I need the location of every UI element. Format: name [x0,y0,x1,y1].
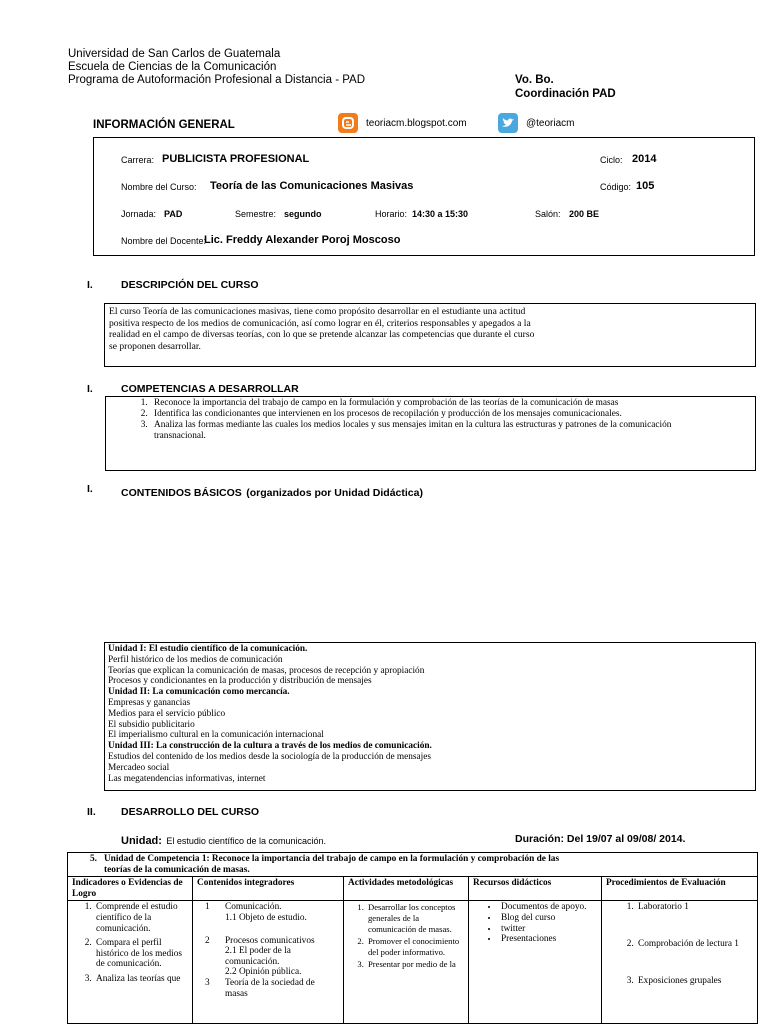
schedule-label: Horario: [375,209,408,219]
unit-2-title: Unidad II: La comunicación como mercancía. [108,687,290,698]
unit-item: Empresas y ganancias [108,697,191,708]
semester-value: segundo [284,209,322,219]
competencies-section-title: COMPETENCIAS A DESARROLLAR [121,383,299,395]
shift-label: Jornada: [121,209,157,219]
school-name: Escuela de Ciencias de la Comunicación [68,61,277,73]
activities-list [348,902,464,970]
competency-item: 3. Analiza las formas mediante las cuales los medios locales y sus mensajes imitan en la cultura las estructuras y patrones de la comunicación transnacional. [150,420,697,442]
competencies-list [106,398,697,442]
general-info-title: INFORMACIÓN GENERAL [93,119,235,131]
description-line: El curso Teoría de las comunicaciones masivas, tiene como propósito desarrollar en el estudiante una actitud [109,306,526,317]
development-unit [121,831,326,849]
development-duration: Duración: Del 19/07 al 09/08/ 2014. [515,833,686,845]
career-value: PUBLICISTA PROFESIONAL [162,153,310,165]
competency-line-1: Unidad de Competencia 1: Reconoce la importancia del trabajo de campo en la formulación y comprobación de las [103,854,560,864]
shift-value: PAD [164,209,183,219]
development-section-title: DESARROLLO DEL CURSO [121,806,260,818]
contents-title-text: CONTENIDOS BÁSICOS [121,487,242,499]
resource-item: • twitter [499,924,597,935]
career-label: Carrera: [121,155,155,165]
room-value: 200 BE [569,209,600,219]
header-contents: Contenidos integradores [193,877,344,901]
content-item: 1 Comunicación. [205,902,282,913]
semester-label: Semestre: [235,209,277,219]
twitter-icon [498,113,518,138]
evaluation-item: 2. Comprobación de lectura 1 [636,939,753,950]
resource-item: • Documentos de apoyo. [499,902,597,913]
competency-item: 2. Identifica las condicionantes que intervienen en los procesos de recopilación y producción de los mensajes comunicacionales. [150,409,697,420]
evaluation-list [606,902,753,986]
competency-number: 5. [90,854,97,864]
activity-item: 3. Presentar por medio de la [366,959,464,970]
room-label: Salón: [535,209,561,219]
cycle-label: Ciclo: [600,155,623,165]
indicator-item: 3. Analiza las teorías que [94,974,188,985]
resource-item: • Presentaciones [499,934,597,945]
activity-item: 1. Desarrollar los conceptos generales de la comunicación de masas. [366,902,464,934]
content-text: Procesos comunicativos [225,935,315,946]
code-value: 105 [636,180,655,192]
development-unit-name: El estudio científico de la comunicación. [166,836,326,846]
contents-subtitle: (organizados por Unidad Didáctica) [246,487,423,499]
unit-item: Las megatendencias informativas, internet [108,773,266,784]
competency-item: 1. Reconoce la importancia del trabajo de campo en la formulación y comprobación de las teorías de la comunicación de masas [150,398,697,409]
teacher-value: Lic. Freddy Alexander Poroj Moscoso [204,234,401,246]
schedule-value: 14:30 a 15:30 [412,209,469,219]
description-box [104,303,756,367]
content-subitem: 2.2 Opinión pública. [225,967,302,978]
university-name: Universidad de San Carlos de Guatemala [68,48,281,60]
vobo-label: Vo. Bo. [515,74,554,86]
competency-row [68,853,758,877]
unit-1-title: Unidad I: El estudio científico de la comunicación. [108,644,308,654]
coordination-label: Coordinación PAD [515,88,616,100]
contents-section-number: I. [87,483,93,495]
resources-list [473,902,597,944]
teacher-label: Nombre del Docente: [121,236,207,246]
unit-item: Mercadeo social [108,762,170,773]
activity-item: 2. Promover el conocimiento del poder informativo. [366,936,464,957]
resource-item: • Blog del curso [499,913,597,924]
content-text: Teoría de la sociedad de masas [225,977,315,999]
unit-item: El subsidio publicitario [108,719,195,730]
indicator-item: 2. Compara el perfil histórico de los medios de comunicación. [94,938,188,970]
blog-link[interactable]: teoriacm.blogspot.com [366,118,467,129]
evaluation-cell [602,901,758,1024]
resources-cell [469,901,602,1024]
competency-line-2: teorías de la comunicación de masas. [104,864,250,875]
competency-cell [68,853,758,877]
indicators-cell [68,901,193,1024]
content-subitem: 2.1 El poder de la comunicación. [225,946,291,967]
course-label: Nombre del Curso: [121,182,197,192]
indicators-list [72,902,188,984]
unit-item: Perfil histórico de los medios de comunicación [108,654,283,665]
program-name: Programa de Autoformación Profesional a Distancia - PAD [68,74,366,86]
header-evaluation: Procedimientos de Evaluación [602,877,758,901]
header-resources: Recursos didácticos [469,877,602,901]
development-table [67,852,758,1024]
description-line: se proponen desarrollar. [109,340,201,352]
units-box [104,642,756,791]
content-text: Comunicación. [225,902,282,913]
header-activities: Actividades metodológicas [344,877,469,901]
contents-section-title [121,483,423,501]
unit-item: Teorías que explican la comunicación de masas, procesos de recepción y apropiación [108,665,425,676]
header-indicators: Indicadores o Evidencias de Logro [68,877,193,901]
table-row [68,901,758,1024]
content-subitem: 1.1 Objeto de estudio. [225,912,307,923]
contents-cell [193,901,344,1024]
competencies-box [105,396,756,471]
unit-item: El imperialismo cultural en la comunicación internacional [108,730,324,741]
unit-3-title: Unidad III: La construcción de la cultura a través de los medios de comunicación. [108,741,432,752]
indicator-item: 1. Comprende el estudio científico de la comunicación. [94,902,188,934]
code-label: Código: [600,182,632,192]
content-item: 3 Teoría de la sociedad de masas [205,977,315,999]
description-line: realidad en el campo de diversas teorías, con lo que se pretende alcanzar las competencias que durante el curso [109,329,535,341]
twitter-handle[interactable]: @teoriacm [526,118,575,129]
table-header-row [68,877,758,901]
evaluation-item: 3. Exposiciones grupales [636,976,753,987]
general-info-box [93,137,755,256]
unit-item: Medios para el servicio público [108,708,226,719]
activities-cell [344,901,469,1024]
development-section-number: II. [87,806,96,818]
cycle-value: 2014 [632,153,657,165]
description-section-number: I. [87,279,93,291]
unit-item: Procesos y condicionantes en la producción y distribución de mensajes [108,676,372,687]
course-value: Teoría de las Comunicaciones Masivas [210,180,414,192]
evaluation-item: 1. Laboratorio 1 [636,902,753,913]
development-unit-label: Unidad: [121,835,162,847]
competencies-section-number: I. [87,383,93,395]
content-item: 2 Procesos comunicativos [205,935,315,946]
blogger-icon [338,113,358,138]
description-section-title: DESCRIPCIÓN DEL CURSO [121,279,259,291]
description-line: positiva respecto de los medios de comunicación, así como lograr en él, criterios responsables y apegados a la [109,317,531,329]
unit-item: Estudios del contenido de los medios desde la sociología de la producción de mensajes [108,751,431,762]
